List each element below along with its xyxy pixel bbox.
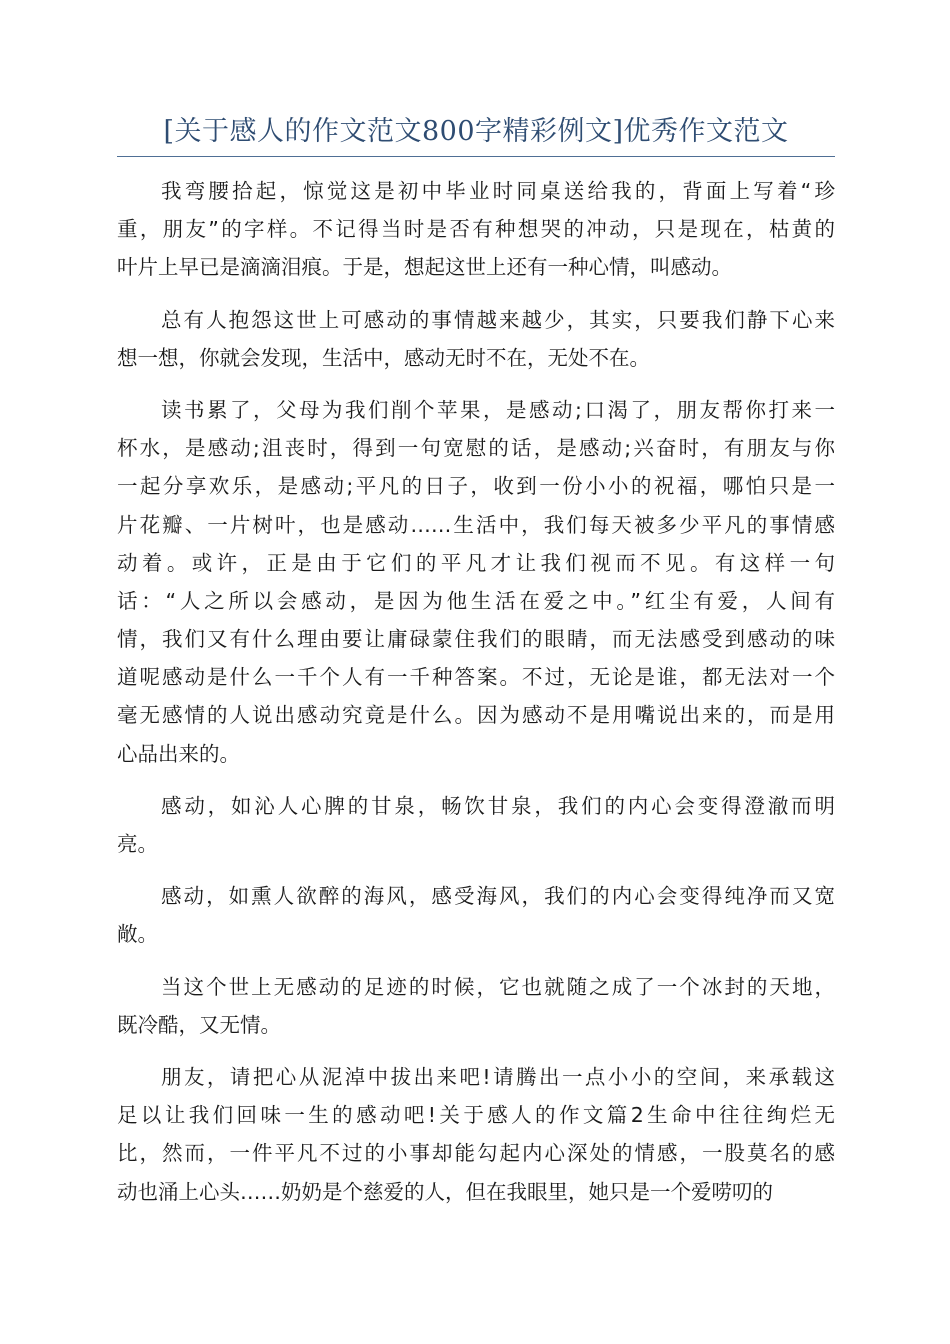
paragraph-line: 感动，如熏人欲醉的海风，感受海风，我们的内心会变得纯净而又宽 xyxy=(161,884,835,909)
paragraph-line: 片花瓣、一片树叶，也是感动……生活中，我们每天被多少平凡的事情感 xyxy=(117,512,835,537)
paragraph-line: 话：“人之所以会感动，是因为他生活在爱之中。”红尘有爱，人间有 xyxy=(117,588,835,613)
paragraph-line: 动着。或许，正是由于它们的平凡才让我们视而不见。有这样一句 xyxy=(117,550,835,575)
document-title: [关于感人的作文范文800字精彩例文]优秀作文范文 xyxy=(163,116,789,147)
paragraph-line: 心品出来的。 xyxy=(117,741,240,766)
paragraph xyxy=(117,787,835,863)
title-block xyxy=(117,112,835,157)
paragraph-line: 叶片上早已是滴滴泪痕。于是，想起这世上还有一种心情，叫感动。 xyxy=(117,255,732,280)
paragraph xyxy=(117,968,835,1044)
paragraph-line: 我弯腰拾起，惊觉这是初中毕业时同桌送给我的，背面上写着“珍 xyxy=(161,179,835,203)
paragraph-line: 毫无感情的人说出感动究竟是什么。因为感动不是用嘴说出来的，而是用 xyxy=(117,703,835,728)
paragraph-line: 敞。 xyxy=(117,922,158,947)
paragraph-line: 总有人抱怨这世上可感动的事情越来越少，其实，只要我们静下心来 xyxy=(161,307,835,332)
paragraph xyxy=(117,301,835,377)
paragraph-line: 情，我们又有什么理由要让庸碌蒙住我们的眼睛，而无法感受到感动的味 xyxy=(117,627,835,652)
paragraph-line: 当这个世上无感动的足迹的时候，它也就随之成了一个冰封的天地， xyxy=(161,974,835,999)
paragraph-line: 读书累了，父母为我们削个苹果，是感动;口渴了，朋友帮你打来一 xyxy=(161,397,835,422)
paragraph-line: 亮。 xyxy=(117,832,158,856)
document-body xyxy=(117,172,835,1225)
paragraph-line: 杯水，是感动;沮丧时，得到一句宽慰的话，是感动;兴奋时，有朋友与你 xyxy=(117,436,835,461)
paragraph-line: 感动，如沁人心脾的甘泉，畅饮甘泉，我们的内心会变得澄澈而明 xyxy=(161,793,835,818)
paragraph-line: 道呢感动是什么一千个人有一千种答案。不过，无论是谁，都无法对一个 xyxy=(117,665,835,690)
paragraph-line: 想一想，你就会发现，生活中，感动无时不在，无处不在。 xyxy=(117,345,650,370)
paragraph-line: 比，然而，一件平凡不过的小事却能勾起内心深处的情感，一股莫名的感 xyxy=(117,1141,835,1166)
paragraph xyxy=(117,391,835,773)
paragraph-line: 足以让我们回味一生的感动吧!关于感人的作文篇2生命中往往绚烂无 xyxy=(117,1103,835,1128)
paragraph xyxy=(117,172,835,287)
paragraph xyxy=(117,877,835,953)
paragraph-line: 动也涌上心头……奶奶是个慈爱的人，但在我眼里，她只是一个爱唠叨的 xyxy=(117,1179,773,1204)
paragraph-line: 一起分享欢乐，是感动;平凡的日子，收到一份小小的祝福，哪怕只是一 xyxy=(117,474,835,499)
paragraph-line: 重，朋友”的字样。不记得当时是否有种想哭的冲动，只是现在，枯黄的 xyxy=(117,217,835,242)
paragraph-line: 既冷酷，又无情。 xyxy=(117,1012,281,1037)
paragraph-line: 朋友，请把心从泥淖中拔出来吧!请腾出一点小小的空间，来承载这 xyxy=(161,1064,835,1089)
paragraph xyxy=(117,1058,835,1211)
